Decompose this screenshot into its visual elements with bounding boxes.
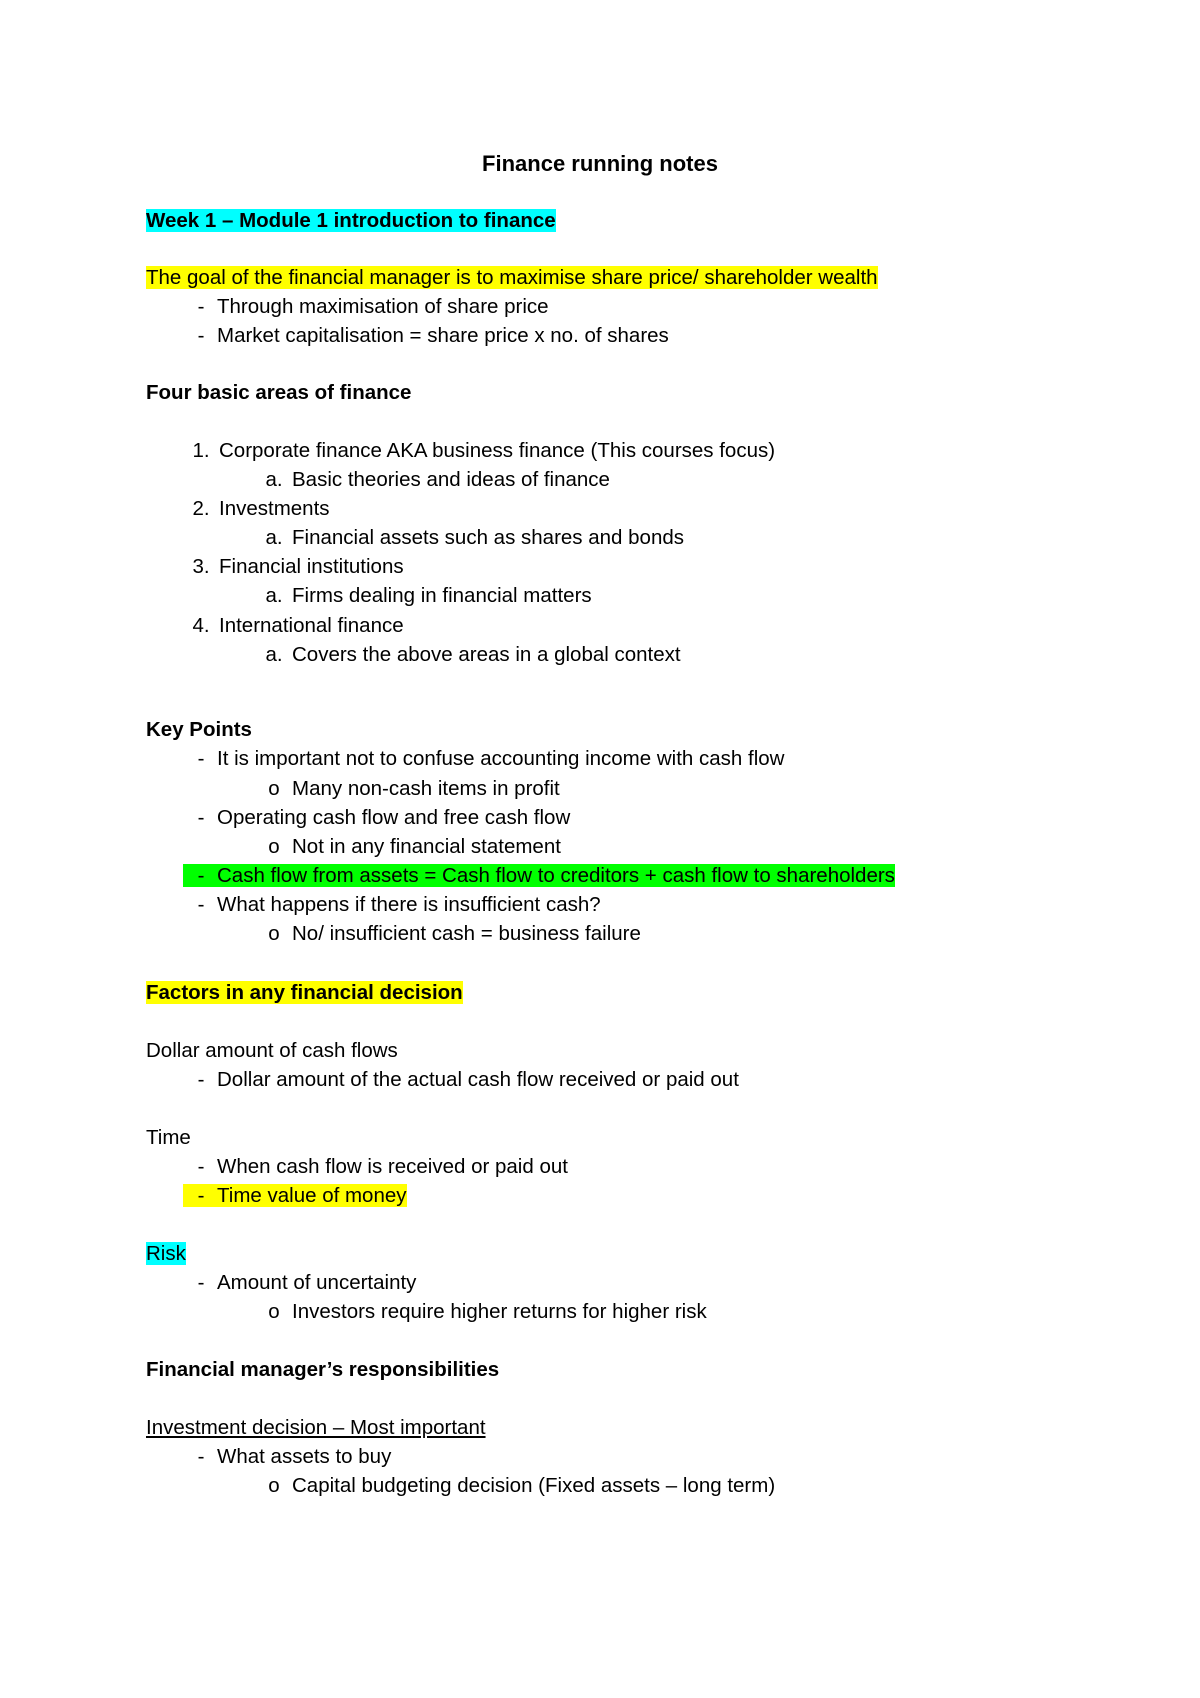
area-label: Financial institutions — [219, 555, 404, 578]
dollar-heading: Dollar amount of cash flows — [146, 1039, 398, 1062]
key-point-sub-text: Many non-cash items in profit — [292, 777, 560, 800]
area-label: Investments — [219, 497, 330, 520]
area-subitem — [256, 466, 610, 493]
investment-point — [183, 1443, 391, 1470]
dash-marker: - — [197, 1155, 205, 1178]
goal-statement-text: The goal of the financial manager is to maximise share price/ shareholder wealth — [146, 266, 878, 289]
dash-marker: - — [197, 893, 205, 916]
key-point-text: Operating cash flow and free cash flow — [217, 806, 571, 829]
dash-marker: - — [197, 864, 205, 887]
dash-marker: - — [197, 806, 205, 829]
dash-marker: - — [197, 1184, 205, 1207]
dash-marker: - — [197, 295, 205, 318]
circle-marker: o — [268, 777, 280, 800]
area-number: 1. — [192, 439, 210, 462]
key-point-sub-text: Not in any financial statement — [292, 835, 561, 858]
area-number: 4. — [192, 614, 210, 637]
factors-heading — [146, 979, 463, 1006]
key-point-text: What happens if there is insufficient cash? — [217, 893, 601, 916]
key-point-sub — [256, 920, 641, 947]
circle-marker: o — [268, 922, 280, 945]
dash-marker: - — [197, 324, 205, 347]
time-point-text: Time value of money — [217, 1184, 407, 1207]
area-letter: a. — [265, 526, 283, 549]
area-item — [183, 553, 404, 580]
circle-marker: o — [268, 1300, 280, 1323]
risk-point-text: Amount of uncertainty — [217, 1271, 417, 1294]
area-letter: a. — [265, 643, 283, 666]
investment-sub-text: Capital budgeting decision (Fixed assets – long term) — [292, 1474, 776, 1497]
green-highlight — [183, 864, 895, 887]
dollar-point — [183, 1066, 739, 1093]
key-point — [183, 745, 784, 772]
area-item — [183, 612, 404, 639]
dash-marker: - — [197, 747, 205, 770]
risk-point — [183, 1269, 416, 1296]
area-subitem-text: Covers the above areas in a global context — [292, 643, 681, 666]
week-heading-text: Week 1 – Module 1 introduction to finance — [146, 209, 556, 232]
time-point — [183, 1153, 568, 1180]
goal-point — [183, 322, 669, 349]
area-item — [183, 437, 775, 464]
area-subitem — [256, 524, 684, 551]
investment-point-text: What assets to buy — [217, 1445, 392, 1468]
goal-statement — [146, 264, 878, 291]
time-point-text: When cash flow is received or paid out — [217, 1155, 568, 1178]
area-label: International finance — [219, 614, 404, 637]
area-subitem-text: Firms dealing in financial matters — [292, 584, 592, 607]
goal-point-text: Through maximisation of share price — [217, 295, 549, 318]
investment-heading: Investment decision – Most important — [146, 1416, 486, 1439]
area-subitem — [256, 582, 592, 609]
key-point-text: It is important not to confuse accounting income with cash flow — [217, 747, 785, 770]
investment-sub — [256, 1472, 775, 1499]
key-point-text: Cash flow from assets = Cash flow to creditors + cash flow to shareholders — [217, 864, 895, 887]
goal-point — [183, 293, 549, 320]
area-letter: a. — [265, 584, 283, 607]
week-heading — [146, 207, 556, 234]
area-subitem-text: Financial assets such as shares and bonds — [292, 526, 685, 549]
area-item — [183, 495, 330, 522]
risk-heading-text: Risk — [146, 1242, 186, 1265]
dash-marker: - — [197, 1068, 205, 1091]
areas-heading: Four basic areas of finance — [146, 381, 412, 404]
dash-marker: - — [197, 1445, 205, 1468]
key-point-sub — [256, 833, 561, 860]
dash-marker: - — [197, 1271, 205, 1294]
key-point — [183, 891, 601, 918]
area-subitem-text: Basic theories and ideas of finance — [292, 468, 610, 491]
factors-heading-text: Factors in any financial decision — [146, 981, 463, 1004]
risk-sub — [256, 1298, 707, 1325]
key-point-highlighted — [183, 862, 895, 889]
area-label: Corporate finance AKA business finance (This courses focus) — [219, 439, 776, 462]
key-point — [183, 804, 570, 831]
key-point-sub-text: No/ insufficient cash = business failure — [292, 922, 641, 945]
circle-marker: o — [268, 835, 280, 858]
document-title: Finance running notes — [482, 151, 718, 176]
goal-point-text: Market capitalisation = share price x no. of shares — [217, 324, 669, 347]
time-heading: Time — [146, 1126, 191, 1149]
area-subitem — [256, 641, 681, 668]
key-point-sub — [256, 775, 560, 802]
dollar-point-text: Dollar amount of the actual cash flow received or paid out — [217, 1068, 739, 1091]
responsibilities-heading: Financial manager’s responsibilities — [146, 1358, 500, 1381]
risk-sub-text: Investors require higher returns for higher risk — [292, 1300, 707, 1323]
yellow-highlight — [183, 1184, 407, 1207]
area-number: 2. — [192, 497, 210, 520]
risk-heading — [146, 1240, 186, 1267]
area-number: 3. — [192, 555, 210, 578]
time-point-highlighted — [183, 1182, 407, 1209]
key-points-heading: Key Points — [146, 718, 252, 741]
circle-marker: o — [268, 1474, 280, 1497]
area-letter: a. — [265, 468, 283, 491]
